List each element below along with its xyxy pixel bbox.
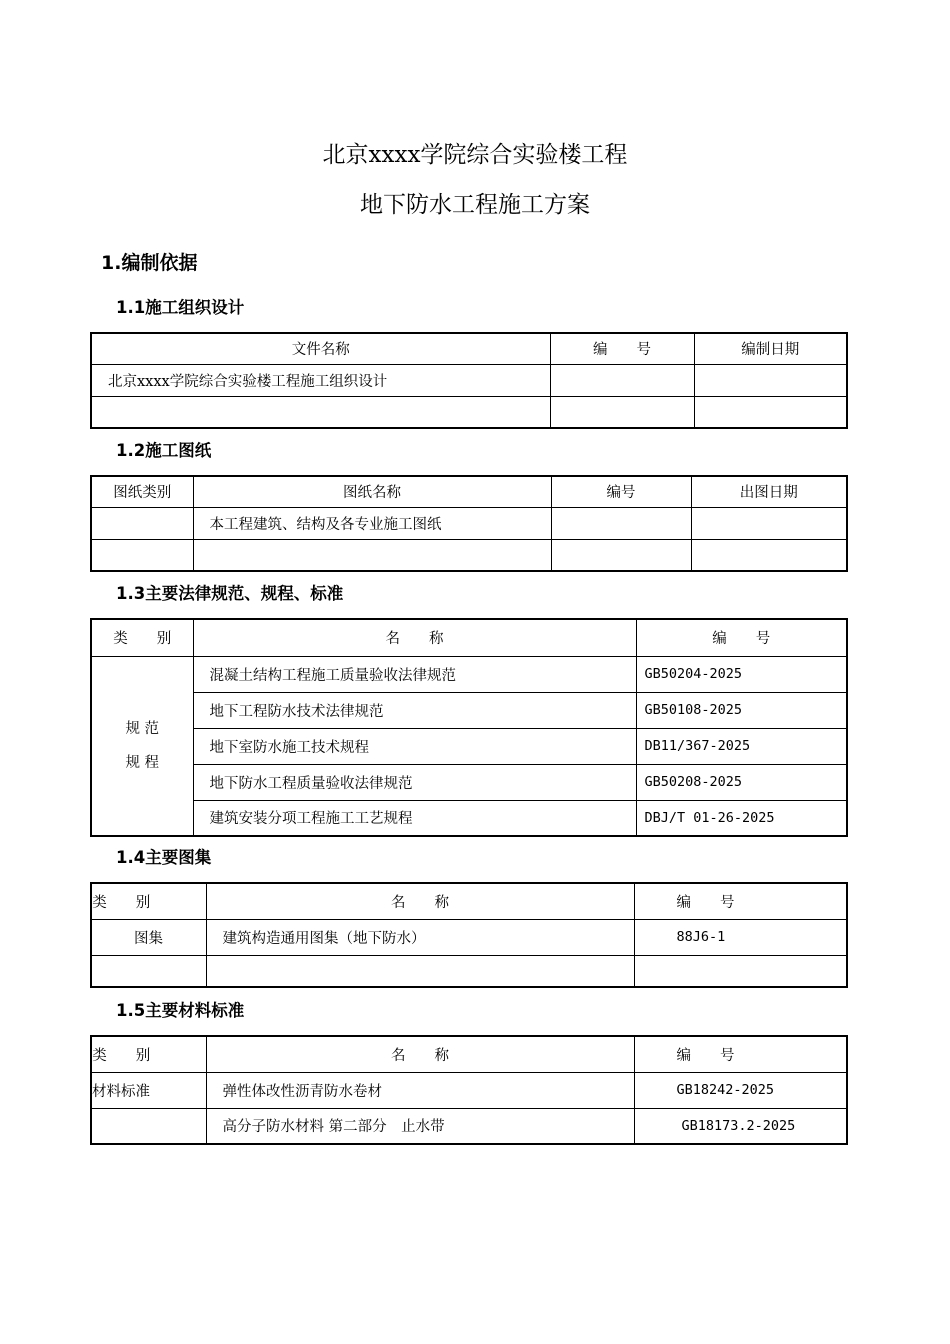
cell-empty: [634, 955, 847, 987]
cell-name: 建筑安装分项工程施工工艺规程: [193, 800, 636, 836]
cell-empty: [551, 539, 691, 571]
section-heading-1-3: 1.3主要法律规范、规程、标准: [116, 584, 344, 603]
cell-category: [91, 1108, 206, 1144]
cell-category: [91, 507, 193, 539]
table-header-row: [91, 333, 847, 364]
table-header-row: [91, 476, 847, 507]
cell-code: GB18173.2-2025: [634, 1108, 847, 1144]
header-category: 类 别: [91, 619, 193, 656]
cell-name: 地下室防水施工技术规程: [193, 728, 636, 764]
table-row: [91, 507, 847, 539]
section-heading-1-4: 1.4主要图集: [116, 848, 212, 867]
cell-code: 88J6-1: [634, 919, 847, 955]
cell-empty: [91, 955, 206, 987]
table-header-row: [91, 883, 847, 919]
cell-empty: [206, 955, 634, 987]
cell-code: [550, 364, 694, 396]
header-category: 类 别: [91, 1036, 206, 1072]
cell-code: GB50108-2025: [636, 692, 847, 728]
cell-code: DB11/367-2025: [636, 728, 847, 764]
table-header-row: [91, 619, 847, 656]
regulations-table: [90, 618, 848, 837]
cell-name: 弹性体改性沥青防水卷材: [206, 1072, 634, 1108]
section-heading-1-5: 1.5主要材料标准: [116, 1001, 245, 1020]
header-name: 名 称: [206, 1036, 634, 1072]
cell-file-name: 北京xxxx学院综合实验楼工程施工组织设计: [91, 364, 550, 396]
cell-empty: [91, 539, 193, 571]
table-row: [91, 656, 847, 692]
cell-code: [551, 507, 691, 539]
table-header-row: [91, 1036, 847, 1072]
cell-drawing-name: 本工程建筑、结构及各专业施工图纸: [193, 507, 551, 539]
cell-date: [694, 364, 847, 396]
section-heading-1-1: 1.1施工组织设计: [116, 298, 245, 317]
header-code: 编 号: [550, 333, 694, 364]
drawings-table: [90, 475, 848, 572]
table-row: [91, 1072, 847, 1108]
table-row: [91, 800, 847, 836]
header-drawing-category: 图纸类别: [91, 476, 193, 507]
cell-name: 建筑构造通用图集（地下防水）: [206, 919, 634, 955]
atlas-table: [90, 882, 848, 988]
header-date: 编制日期: [694, 333, 847, 364]
table-row: [91, 396, 847, 428]
section-heading-1: 1.编制依据: [101, 252, 198, 274]
header-code: 编号: [551, 476, 691, 507]
header-name: 名 称: [193, 619, 636, 656]
cell-name: 地下工程防水技术法律规范: [193, 692, 636, 728]
table-row: [91, 364, 847, 396]
category-line-2: 规 程: [125, 754, 160, 771]
table-row: [91, 728, 847, 764]
table-row: [91, 919, 847, 955]
header-issue-date: 出图日期: [691, 476, 847, 507]
table-row: [91, 692, 847, 728]
cell-name: 地下防水工程质量验收法律规范: [193, 764, 636, 800]
header-code: 编 号: [636, 619, 847, 656]
cell-empty: [91, 396, 550, 428]
document-title: 北京xxxx学院综合实验楼工程: [322, 142, 628, 168]
table-row: [91, 539, 847, 571]
header-code: 编 号: [634, 1036, 847, 1072]
material-standards-table: [90, 1035, 848, 1145]
cell-category: 材料标准: [91, 1072, 206, 1108]
header-name: 名 称: [206, 883, 634, 919]
header-category: 类 别: [91, 883, 206, 919]
cell-name: 高分子防水材料 第二部分 止水带: [206, 1108, 634, 1144]
cell-empty: [691, 539, 847, 571]
document-subtitle: 地下防水工程施工方案: [360, 192, 590, 218]
cell-empty: [694, 396, 847, 428]
section-heading-1-2: 1.2施工图纸: [116, 441, 212, 460]
cell-code: DBJ/T 01-26-2025: [636, 800, 847, 836]
table-row: [91, 764, 847, 800]
cell-code: GB50208-2025: [636, 764, 847, 800]
header-file-name: 文件名称: [91, 333, 550, 364]
cell-code: GB18242-2025: [634, 1072, 847, 1108]
cell-empty: [550, 396, 694, 428]
table-row: [91, 955, 847, 987]
header-drawing-name: 图纸名称: [193, 476, 551, 507]
cell-date: [691, 507, 847, 539]
cell-category: 图集: [91, 919, 206, 955]
cell-empty: [193, 539, 551, 571]
cell-category-spec: [91, 656, 193, 836]
header-code: 编 号: [634, 883, 847, 919]
cell-code: GB50204-2025: [636, 656, 847, 692]
construction-org-design-table: [90, 332, 848, 429]
category-line-1: 规 范: [125, 720, 160, 737]
table-row: [91, 1108, 847, 1144]
cell-name: 混凝土结构工程施工质量验收法律规范: [193, 656, 636, 692]
